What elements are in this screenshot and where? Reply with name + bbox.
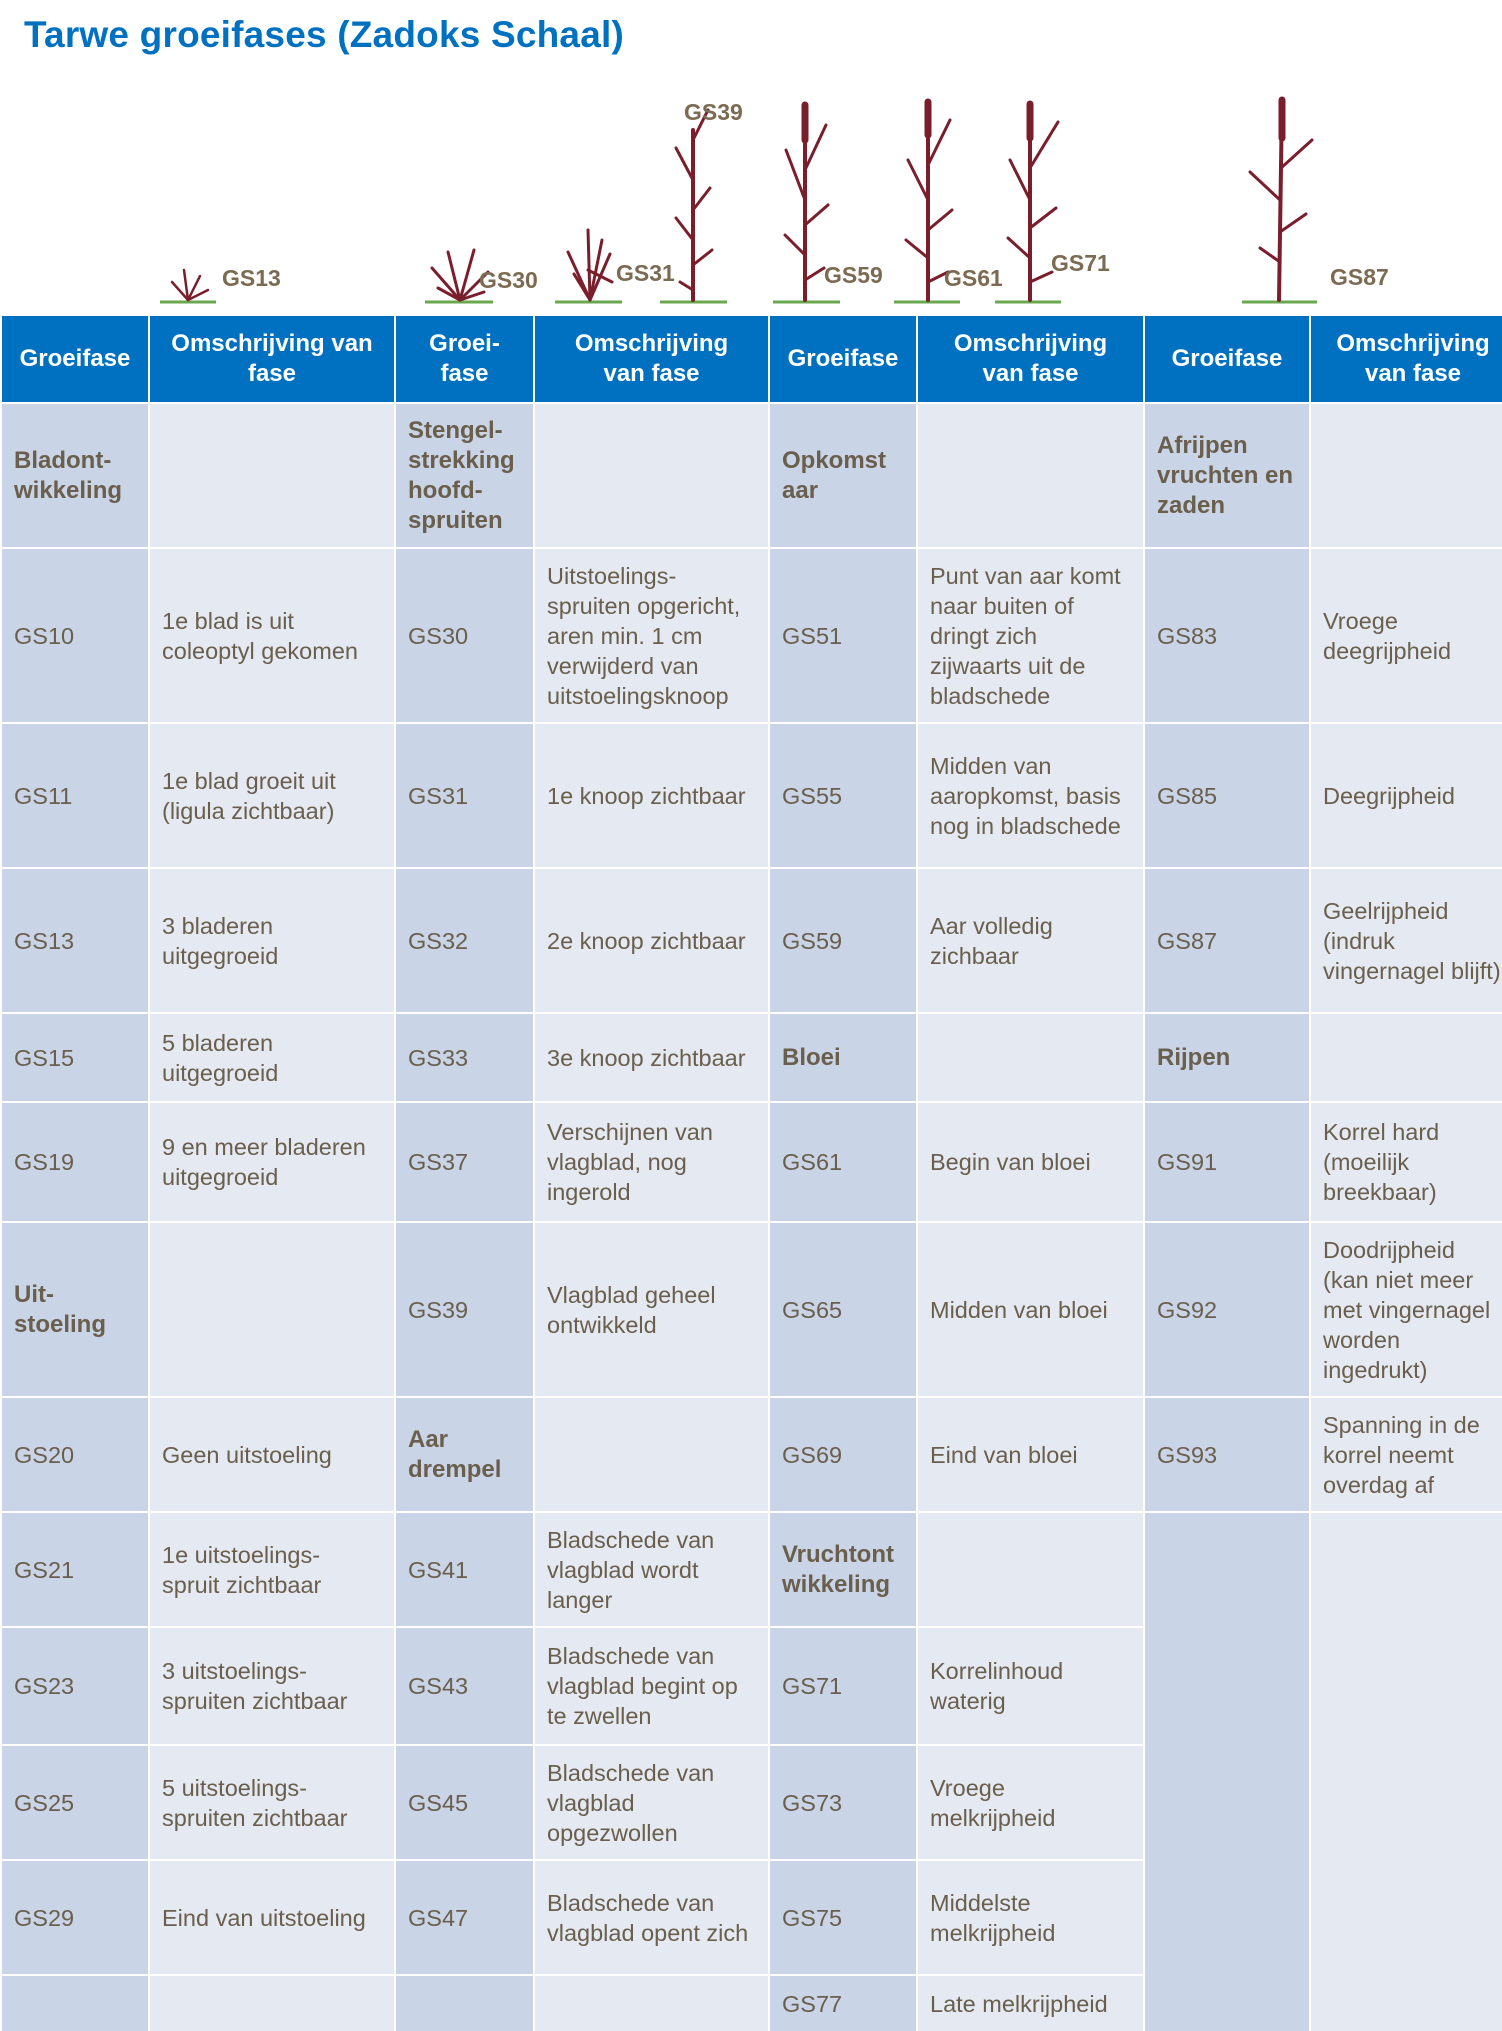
stage-code: Uit- stoeling: [2, 1223, 148, 1396]
plant-gs31-icon: [568, 230, 612, 300]
stage-desc: Midden van bloei: [918, 1223, 1143, 1396]
stage-code: Rijpen: [1145, 1014, 1309, 1101]
stage-desc: Midden van aaropkomst, basis nog in bladschede: [918, 724, 1143, 867]
stage-code: GS30: [396, 549, 533, 722]
stage-code: GS51: [770, 549, 916, 722]
plant-label-gs61: GS61: [944, 265, 1003, 291]
plant-label-gs30: GS30: [479, 267, 538, 293]
stage-code: GS87: [1145, 869, 1309, 1012]
stage-desc: [150, 1976, 394, 2031]
stage-code: GS37: [396, 1103, 533, 1221]
stage-desc: 1e blad is uit coleoptyl gekomen: [150, 549, 394, 722]
header-groeifase-1: Groeifase: [2, 316, 148, 402]
stage-desc: 3 uitstoelings- spruiten zichtbaar: [150, 1628, 394, 1744]
stage-desc: [1311, 1014, 1502, 1101]
stage-code: GS59: [770, 869, 916, 1012]
stage-code: Vruchtont wikkeling: [770, 1513, 916, 1626]
stage-desc: [150, 404, 394, 547]
stage-code: GS61: [770, 1103, 916, 1221]
stage-code: GS31: [396, 724, 533, 867]
stage-code: GS65: [770, 1223, 916, 1396]
stage-desc: [150, 1223, 394, 1396]
header-groeifase-3: Groeifase: [770, 316, 916, 402]
stage-code: GS39: [396, 1223, 533, 1396]
stage-desc: Vroege deegrijpheid: [1311, 549, 1502, 722]
stage-desc: Korrel hard (moeilijk breekbaar): [1311, 1103, 1502, 1221]
stage-code: GS69: [770, 1398, 916, 1511]
stage-code: GS19: [2, 1103, 148, 1221]
stage-desc: Geen uitstoeling: [150, 1398, 394, 1511]
header-groeifase-4: Groeifase: [1145, 316, 1309, 402]
header-omschrijving-1: Omschrijving van fase: [150, 316, 394, 402]
plant-gs87-icon: [1250, 100, 1312, 300]
stage-desc: [918, 1513, 1143, 1626]
plant-label-gs39: GS39: [684, 99, 743, 125]
stage-desc: Bladschede van vlagblad begint op te zwellen: [535, 1628, 768, 1744]
stage-code: GS32: [396, 869, 533, 1012]
stage-desc: [1311, 1513, 1502, 2031]
stage-desc: 3e knoop zichtbaar: [535, 1014, 768, 1101]
stage-desc: Bladschede van vlagblad opent zich: [535, 1861, 768, 1974]
growth-stage-table: [2, 316, 1501, 2015]
stage-desc: [1311, 404, 1502, 547]
stage-desc: Geelrijpheid (indruk vingernagel blijft): [1311, 869, 1502, 1012]
stage-code: Bladont- wikkeling: [2, 404, 148, 547]
stage-desc: 5 bladeren uitgegroeid: [150, 1014, 394, 1101]
plant-gs59-icon: [785, 105, 828, 300]
stage-desc: 5 uitstoelings- spruiten zichtbaar: [150, 1746, 394, 1859]
stage-desc: Eind van uitstoeling: [150, 1861, 394, 1974]
stage-desc: [918, 404, 1143, 547]
stage-code: GS25: [2, 1746, 148, 1859]
stage-code: GS83: [1145, 549, 1309, 722]
stage-desc: 9 en meer bladeren uitgegroeid: [150, 1103, 394, 1221]
stage-desc: Begin van bloei: [918, 1103, 1143, 1221]
stage-code: Aar drempel: [396, 1398, 533, 1511]
plant-label-gs87: GS87: [1330, 264, 1389, 290]
stage-code: GS92: [1145, 1223, 1309, 1396]
header-omschrijving-3: Omschrijving van fase: [918, 316, 1143, 402]
stage-desc: [918, 1014, 1143, 1101]
stage-code: GS43: [396, 1628, 533, 1744]
stage-code: GS23: [2, 1628, 148, 1744]
stage-code: Opkomst aar: [770, 404, 916, 547]
stage-desc: 1e blad groeit uit (ligula zichtbaar): [150, 724, 394, 867]
stage-code: [1145, 1513, 1309, 2031]
stage-desc: [535, 1398, 768, 1511]
stage-code: GS21: [2, 1513, 148, 1626]
stage-desc: 1e uitstoelings- spruit zichtbaar: [150, 1513, 394, 1626]
stage-code: GS15: [2, 1014, 148, 1101]
plant-label-gs13: GS13: [222, 265, 281, 291]
stage-desc: Punt van aar komt naar buiten of dringt zich zijwaarts uit de bladschede: [918, 549, 1143, 722]
stage-desc: Spanning in de korrel neemt overdag af: [1311, 1398, 1502, 1511]
stage-desc: Verschijnen van vlagblad, nog ingerold: [535, 1103, 768, 1221]
plant-label-gs71: GS71: [1051, 250, 1110, 276]
stage-desc: Middelste melkrijpheid: [918, 1861, 1143, 1974]
stage-code: GS77: [770, 1976, 916, 2031]
plant-label-gs31: GS31: [616, 260, 675, 286]
stage-code: GS85: [1145, 724, 1309, 867]
header-omschrijving-4: Omschrijving van fase: [1311, 316, 1502, 402]
wheat-growth-illustration: [0, 0, 1502, 316]
stage-desc: Bladschede van vlagblad wordt langer: [535, 1513, 768, 1626]
stage-desc: Aar volledig zichbaar: [918, 869, 1143, 1012]
stage-code: GS33: [396, 1014, 533, 1101]
stage-code: GS11: [2, 724, 148, 867]
stage-desc: [535, 404, 768, 547]
stage-code: GS47: [396, 1861, 533, 1974]
stage-desc: Doodrijpheid (kan niet meer met vingernagel worden ingedrukt): [1311, 1223, 1502, 1396]
stage-desc: Vroege melkrijpheid: [918, 1746, 1143, 1859]
stage-desc: Eind van bloei: [918, 1398, 1143, 1511]
stage-code: GS29: [2, 1861, 148, 1974]
stage-desc: 1e knoop zichtbaar: [535, 724, 768, 867]
stage-code: Afrijpen vruchten en zaden: [1145, 404, 1309, 547]
stage-code: GS20: [2, 1398, 148, 1511]
stage-code: Bloei: [770, 1014, 916, 1101]
stage-desc: [535, 1976, 768, 2031]
stage-code: GS45: [396, 1746, 533, 1859]
stage-desc: Late melkrijpheid: [918, 1976, 1143, 2031]
stage-code: GS55: [770, 724, 916, 867]
stage-code: GS73: [770, 1746, 916, 1859]
header-omschrijving-2: Omschrijving van fase: [535, 316, 768, 402]
stage-code: GS13: [2, 869, 148, 1012]
stage-code: GS91: [1145, 1103, 1309, 1221]
stage-code: [2, 1976, 148, 2031]
stage-code: GS10: [2, 549, 148, 722]
page-title: Tarwe groeifases (Zadoks Schaal): [24, 14, 624, 55]
stage-code: GS71: [770, 1628, 916, 1744]
stage-code: Stengel- strekking hoofd- spruiten: [396, 404, 533, 547]
plant-gs39-icon: [676, 110, 712, 300]
plant-label-gs59: GS59: [824, 262, 883, 288]
stage-desc: Korrelinhoud waterig: [918, 1628, 1143, 1744]
stage-desc: 3 bladeren uitgegroeid: [150, 869, 394, 1012]
stage-code: GS93: [1145, 1398, 1309, 1511]
stage-desc: Bladschede van vlagblad opgezwollen: [535, 1746, 768, 1859]
stage-desc: Vlagblad geheel ontwikkeld: [535, 1223, 768, 1396]
stage-code: [396, 1976, 533, 2031]
stage-code: GS75: [770, 1861, 916, 1974]
plant-gs13-icon: [172, 270, 208, 300]
stage-desc: Uitstoelings- spruiten opgericht, aren min. 1 cm verwijderd van uitstoelingsknoop: [535, 549, 768, 722]
stage-code: GS41: [396, 1513, 533, 1626]
stage-desc: Deegrijpheid: [1311, 724, 1502, 867]
stage-desc: 2e knoop zichtbaar: [535, 869, 768, 1012]
header-groeifase-2: Groei- fase: [396, 316, 533, 402]
